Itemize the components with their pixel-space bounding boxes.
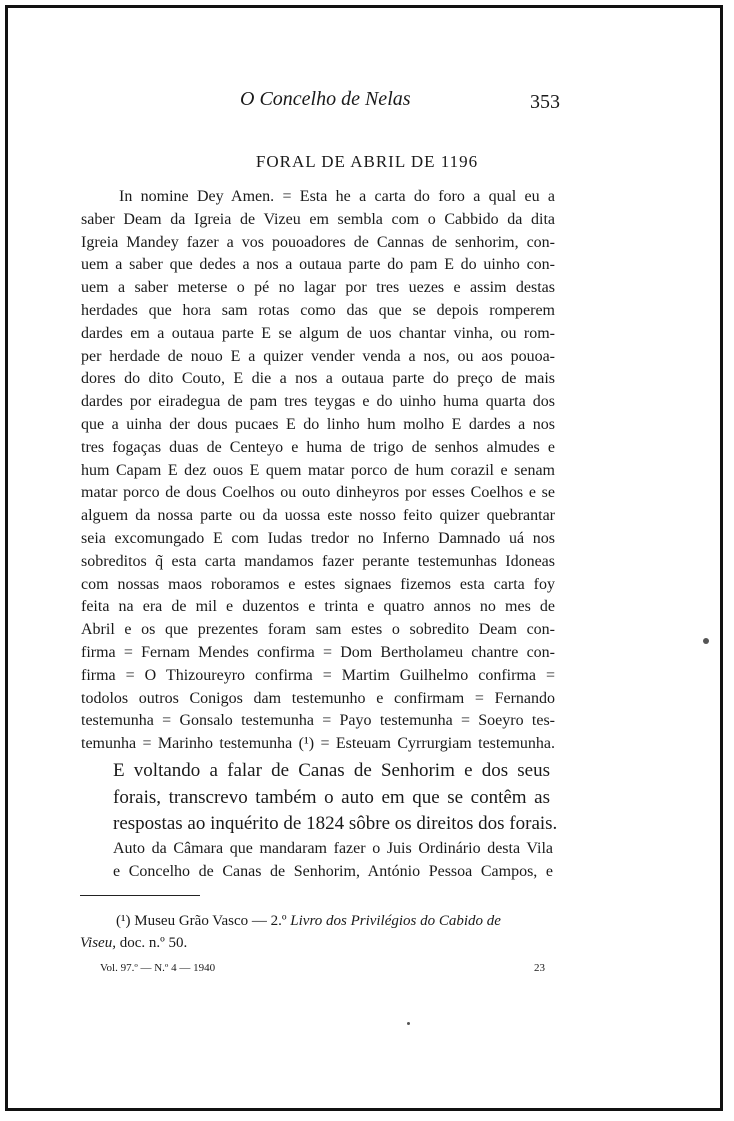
text-line: testemunha = Gonsalo testemunha = Payo testemunha = Soeyro tes- (81, 712, 555, 730)
text-line: alguem da nossa parte ou da uossa este nosso feito quizer quebrantar (81, 507, 555, 525)
footnote-line (80, 932, 550, 954)
footnote-rule (80, 895, 200, 896)
print-speck (703, 638, 709, 644)
volume-signature: Vol. 97.º — N.º 4 — 1940 (100, 962, 216, 974)
text-line: e Concelho de Canas de Senhorim, António Pessoa Campos, e (113, 863, 553, 880)
text-line: firma = O Thizoureyro confirma = Martim Guilhelmo confirma = (81, 666, 555, 684)
text-line: sobreditos q̃ esta carta mandamos fazer perante testemunhas Idoneas (81, 552, 555, 570)
footnote-lead: Museu Grão Vasco — 2.º (134, 913, 287, 929)
text-line: que a uinha der dous pucaes E do linho hum molho E dardes a nos (81, 415, 555, 433)
auto-paragraph (113, 837, 553, 883)
text-line: E voltando a falar de Canas de Senhorim e dos seus (113, 760, 550, 781)
text-line: Igreia Mandey fazer a vos pouoadores de Cannas de senhorim, con- (81, 233, 555, 251)
text-line: Auto da Câmara que mandaram fazer o Juis Ordinário desta Vila (113, 840, 553, 857)
text-line: todolos outros Conigos dam testemunho e confirmam = Fernando (81, 689, 555, 707)
running-head (80, 88, 560, 118)
text-line: uem a saber que dedes a nos a outaua parte do pam E do uinho con- (81, 256, 555, 274)
text-line: com nossas maos roboramos e estes signaes fizemos esta carta foy (81, 575, 555, 593)
running-title: O Concelho de Nelas (240, 88, 411, 110)
text-line: tres fogaças duas de Centeyo e huma de trigo de senhos almudes e (81, 438, 555, 456)
text-line: temunha = Marinho testemunha (¹) = Esteuam Cyrrurgiam testemunha. (81, 735, 555, 753)
text-line: seia excomungado E com Iudas tredor no Inferno Damnado uá nos (81, 529, 555, 547)
footnote-italic-title: Livro dos Privilégios do Cabido de (290, 913, 501, 929)
page-number: 353 (530, 91, 560, 113)
footnote-tail: doc. n.º 50. (119, 935, 188, 951)
text-line: firma = Fernam Mendes confirma = Dom Bertholameu chantre con- (81, 643, 555, 661)
text-line: herdades que hora sam rotas como das que se depois romperem (81, 301, 555, 319)
footnote-marker: (¹) (116, 913, 131, 929)
section-title: FORAL DE ABRIL DE 1196 (255, 152, 479, 171)
footnote-line (80, 910, 550, 932)
text-line: hum Capam E dez ouos E quem matar porco de hum corazil e senam (81, 461, 555, 479)
print-speck (407, 1022, 410, 1025)
text-line: per herdade de nouo E a quizer vender venda a nos, ou aos pouoa- (81, 347, 555, 365)
text-line: dardes por eiradegua de pam tres teygas e do uinho huma quarta dos (81, 393, 555, 411)
footnote (80, 910, 550, 954)
text-line: saber Deam da Igreia de Vizeu em sembla com o Cabbido da dita (81, 210, 555, 228)
text-line: In nomine Dey Amen. = Esta he a carta do foro a qual eu a (119, 188, 555, 205)
text-line: forais, transcrevo também o auto em que se contêm as (113, 786, 550, 808)
sheet-signature: 23 (534, 962, 545, 974)
text-line: dores do dito Couto, E die a nos a outaua parte do preço de mais (81, 370, 555, 388)
signature-line (80, 962, 545, 980)
text-line: uem a saber meterse o pé no lagar por tres uezes e assim destas (81, 279, 555, 297)
body-paragraph (113, 758, 558, 838)
text-line: Abril e os que prezentes foram sam estes o sobredito Deam con- (81, 621, 555, 639)
text-line: respostas ao inquérito de 1824 sôbre os direitos dos forais. (113, 813, 558, 834)
text-line: feita na era de mil e duzentos e trinta e quatro annos no mes de (81, 598, 555, 616)
footnote-italic-place: Viseu, (80, 935, 116, 951)
text-line: matar porco de dous Coelhos ou outo dinheyros por esses Coelhos e se (81, 484, 555, 502)
text-line: dardes em a outaua parte E se algum de uos chantar vinha, ou rom- (81, 324, 555, 342)
charter-text (81, 186, 555, 756)
